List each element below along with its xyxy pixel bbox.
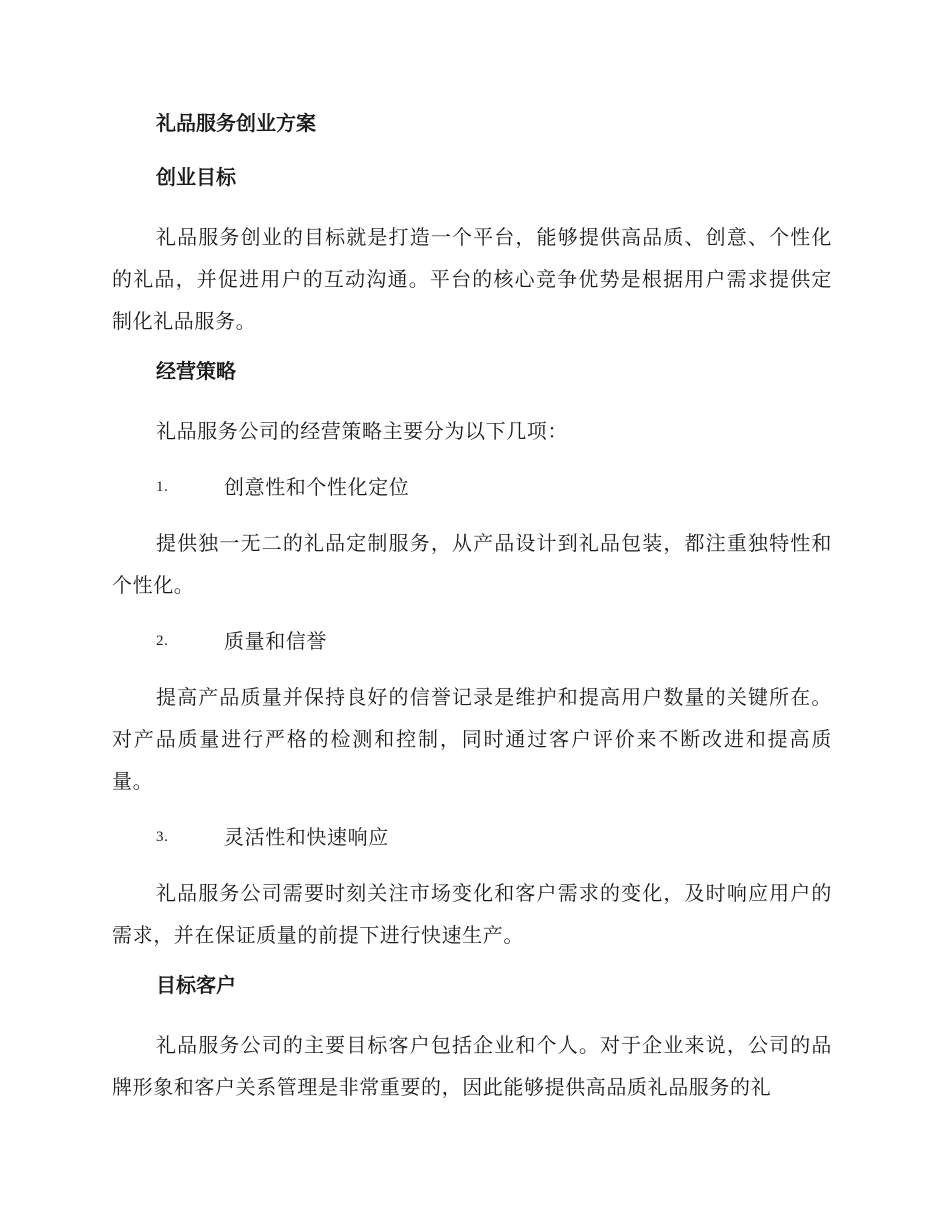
list-label: 灵活性和快速响应 <box>224 825 389 849</box>
section-heading-target-customers: 目标客户 <box>156 973 236 997</box>
strategy-list-item-1 <box>112 466 832 508</box>
list-label: 创意性和个性化定位 <box>224 475 410 499</box>
document-body <box>112 108 832 1122</box>
list-number: 2. <box>156 633 169 649</box>
strategy-list-item-3 <box>112 816 832 858</box>
strategy-list-item-2 <box>112 620 832 662</box>
document-title: 礼品服务创业方案 <box>156 111 316 135</box>
strategy-item-1-paragraph: 提供独一无二的礼品定制服务，从产品设计到礼品包装，都注重独特性和个性化。 <box>112 531 832 597</box>
list-number: 3. <box>156 829 169 845</box>
section-heading-goal: 创业目标 <box>156 165 236 189</box>
strategy-intro-paragraph: 礼品服务公司的经营策略主要分为以下几项： <box>156 419 568 443</box>
goal-paragraph: 礼品服务创业的目标就是打造一个平台，能够提供高品质、创意、个性化的礼品，并促进用户的互动沟通。平台的核心竞争优势是根据用户需求提供定制化礼品服务。 <box>112 225 832 333</box>
section-heading-strategy: 经营策略 <box>156 359 236 383</box>
list-label: 质量和信誉 <box>224 629 327 653</box>
strategy-item-3-paragraph: 礼品服务公司需要时刻关注市场变化和客户需求的变化，及时响应用户的需求，并在保证质量的前提下进行快速生产。 <box>112 881 832 947</box>
list-number: 1. <box>156 479 169 495</box>
strategy-item-2-paragraph: 提高产品质量并保持良好的信誉记录是维护和提高用户数量的关键所在。对产品质量进行严格的检测和控制，同时通过客户评价来不断改进和提高质量。 <box>112 685 832 793</box>
target-customers-paragraph: 礼品服务公司的主要目标客户包括企业和个人。对于企业来说，公司的品牌形象和客户关系管理是非常重要的，因此能够提供高品质礼品服务的礼 <box>112 1033 832 1099</box>
